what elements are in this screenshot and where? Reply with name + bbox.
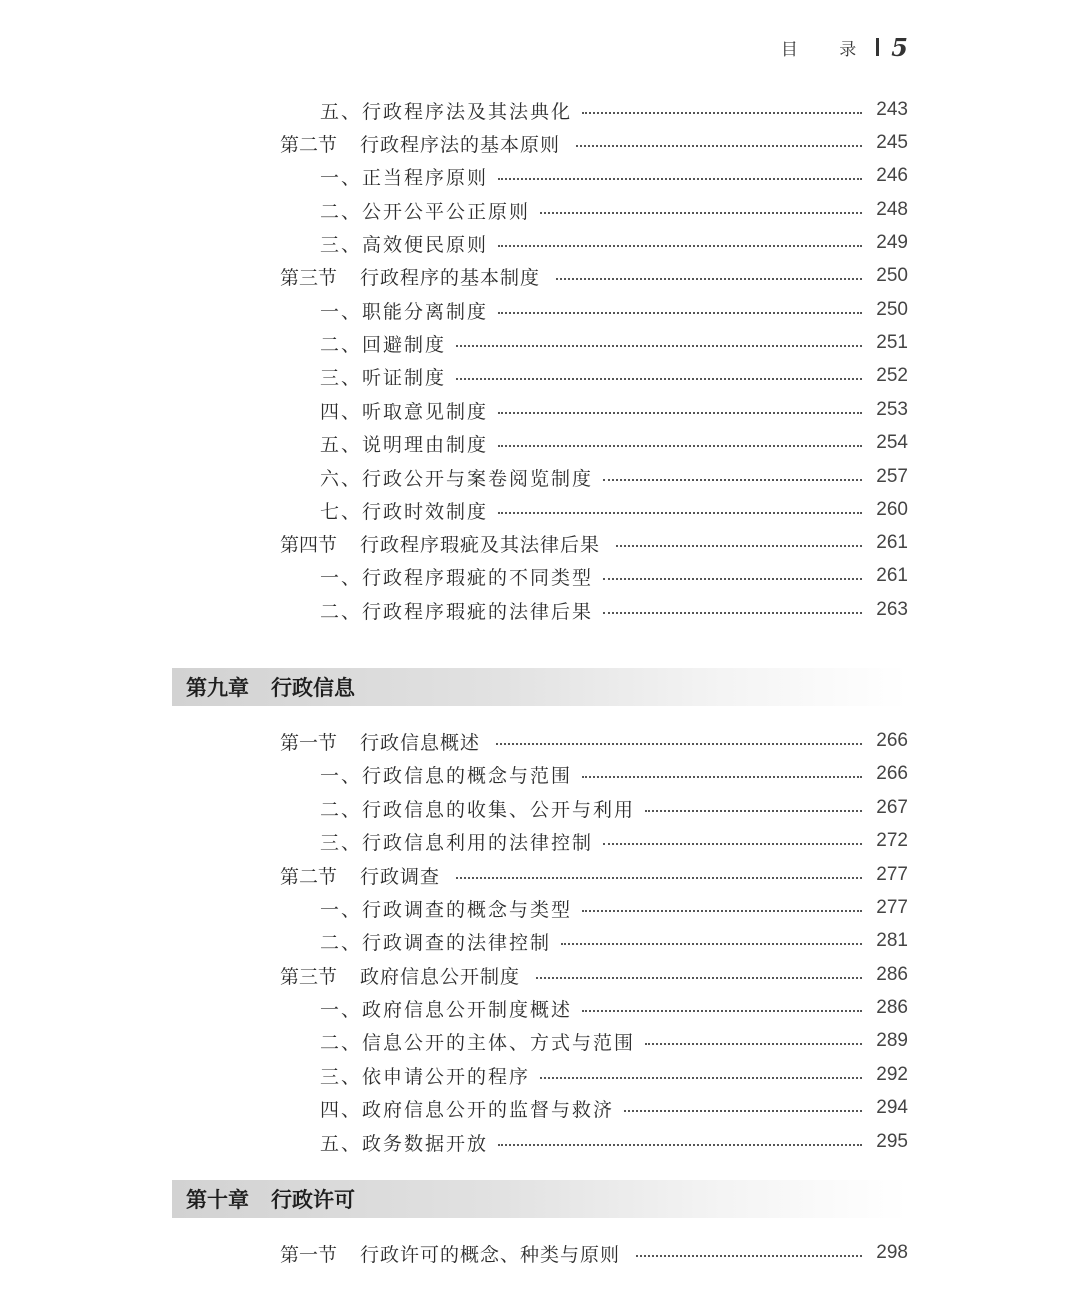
toc-page-number: 261 xyxy=(876,532,908,553)
dot-leader xyxy=(498,445,862,447)
dot-leader xyxy=(556,278,862,280)
dot-leader xyxy=(498,178,862,180)
toc-section-title: 政府信息公开制度 xyxy=(360,965,521,988)
chapter-title: 行政许可 xyxy=(271,1188,355,1212)
toc-section xyxy=(0,960,1080,990)
toc-page-number: 254 xyxy=(876,432,908,453)
toc-item xyxy=(0,1060,1080,1090)
toc-page-number: 266 xyxy=(876,763,908,784)
toc-page-number: 248 xyxy=(876,199,908,220)
toc-item xyxy=(0,228,1080,258)
toc-item-title: 二、回避制度 xyxy=(320,333,447,356)
dot-leader xyxy=(498,312,862,314)
toc-item xyxy=(0,1026,1080,1056)
toc-section-number: 第二节 xyxy=(280,133,338,156)
dot-leader xyxy=(603,843,862,845)
toc-page-number: 292 xyxy=(876,1064,908,1085)
toc-item-title: 五、行政程序法及其法典化 xyxy=(320,100,573,123)
toc-section-number: 第一节 xyxy=(280,731,338,754)
toc-item xyxy=(0,595,1080,625)
chapter-number: 第九章 xyxy=(186,676,249,700)
toc-section-title: 行政程序瑕疵及其法律后果 xyxy=(360,533,601,556)
toc-item xyxy=(0,361,1080,391)
toc-page-number: 281 xyxy=(876,930,908,951)
toc-item-title: 一、行政信息的概念与范围 xyxy=(320,764,573,787)
toc-item-title: 二、行政调查的法律控制 xyxy=(320,931,552,954)
toc-section xyxy=(0,726,1080,756)
dot-leader xyxy=(456,378,862,380)
toc-item-title: 五、政务数据开放 xyxy=(320,1132,489,1155)
toc-item-title: 六、行政公开与案卷阅览制度 xyxy=(320,467,594,490)
toc-section xyxy=(0,1238,1080,1268)
toc-item-title: 三、高效便民原则 xyxy=(320,233,489,256)
toc-page-number: 272 xyxy=(876,830,908,851)
header-divider xyxy=(876,38,879,56)
toc-page-number: 261 xyxy=(876,565,908,586)
dot-leader xyxy=(582,910,862,912)
toc-item-title: 三、听证制度 xyxy=(320,366,447,389)
toc-page-number: 257 xyxy=(876,466,908,487)
toc-item xyxy=(0,195,1080,225)
toc-page-number: 252 xyxy=(876,365,908,386)
toc-page-number: 246 xyxy=(876,165,908,186)
dot-leader xyxy=(498,412,862,414)
toc-section-number: 第一节 xyxy=(280,1243,338,1266)
toc-item xyxy=(0,893,1080,923)
toc-section-number: 第三节 xyxy=(280,266,338,289)
toc-item xyxy=(0,95,1080,125)
dot-leader xyxy=(603,612,862,614)
chapter-number: 第十章 xyxy=(186,1188,249,1212)
toc-section xyxy=(0,128,1080,158)
toc-item-title: 三、依申请公开的程序 xyxy=(320,1065,531,1088)
dot-leader xyxy=(496,743,862,745)
dot-leader xyxy=(576,145,862,147)
dot-leader xyxy=(582,1010,862,1012)
toc-page-number: 245 xyxy=(876,132,908,153)
toc-item xyxy=(0,993,1080,1023)
toc-page-number: 253 xyxy=(876,399,908,420)
dot-leader xyxy=(616,545,862,547)
toc-page-number: 277 xyxy=(876,897,908,918)
toc-page-number: 295 xyxy=(876,1131,908,1152)
toc-item-title: 四、政府信息公开的监督与救济 xyxy=(320,1098,615,1121)
dot-leader xyxy=(540,212,862,214)
toc-item-title: 三、行政信息利用的法律控制 xyxy=(320,831,594,854)
toc-item xyxy=(0,1127,1080,1157)
toc-section xyxy=(0,528,1080,558)
dot-leader xyxy=(603,578,862,580)
toc-section-title: 行政许可的概念、种类与原则 xyxy=(360,1243,621,1266)
dot-leader xyxy=(645,810,862,812)
toc-page-number: 277 xyxy=(876,864,908,885)
toc-page-number: 250 xyxy=(876,299,908,320)
toc-item xyxy=(0,395,1080,425)
toc-page-number: 298 xyxy=(876,1242,908,1263)
chapter-title: 行政信息 xyxy=(271,676,355,700)
toc-section-number: 第三节 xyxy=(280,965,338,988)
toc-page-number: 249 xyxy=(876,232,908,253)
toc-item xyxy=(0,295,1080,325)
toc-item-title: 一、正当程序原则 xyxy=(320,166,489,189)
toc-item xyxy=(0,161,1080,191)
toc-item xyxy=(0,826,1080,856)
header-label: 目 录 xyxy=(780,39,875,60)
toc-item xyxy=(0,561,1080,591)
toc-item-title: 二、行政信息的收集、公开与利用 xyxy=(320,798,636,821)
dot-leader xyxy=(498,245,862,247)
dot-leader xyxy=(498,1144,862,1146)
page-number: 5 xyxy=(891,32,908,62)
toc-item xyxy=(0,462,1080,492)
toc-item-title: 一、职能分离制度 xyxy=(320,300,489,323)
chapter-heading xyxy=(172,1180,908,1218)
toc-item-title: 二、行政程序瑕疵的法律后果 xyxy=(320,600,594,623)
toc-section-title: 行政调查 xyxy=(360,865,441,888)
dot-leader xyxy=(645,1043,862,1045)
dot-leader xyxy=(582,776,862,778)
dot-leader xyxy=(536,977,862,979)
toc-page-number: 250 xyxy=(876,265,908,286)
toc-item xyxy=(0,793,1080,823)
toc-item xyxy=(0,926,1080,956)
toc-item-title: 四、听取意见制度 xyxy=(320,400,489,423)
toc-page-number: 294 xyxy=(876,1097,908,1118)
dot-leader xyxy=(456,877,862,879)
toc-page-number: 251 xyxy=(876,332,908,353)
toc-section xyxy=(0,860,1080,890)
toc-page-number: 266 xyxy=(876,730,908,751)
toc-page-number: 286 xyxy=(876,997,908,1018)
toc-section-title: 行政程序法的基本原则 xyxy=(360,133,561,156)
dot-leader xyxy=(498,512,862,514)
toc-item xyxy=(0,428,1080,458)
toc-item-title: 二、信息公开的主体、方式与范围 xyxy=(320,1031,636,1054)
toc-item-title: 五、说明理由制度 xyxy=(320,433,489,456)
chapter-heading xyxy=(172,668,908,706)
toc-item-title: 七、行政时效制度 xyxy=(320,500,489,523)
dot-leader xyxy=(456,345,862,347)
dot-leader xyxy=(624,1110,862,1112)
toc-page-number: 267 xyxy=(876,797,908,818)
toc-item-title: 二、公开公平公正原则 xyxy=(320,200,531,223)
toc-item xyxy=(0,1093,1080,1123)
toc-page-number: 263 xyxy=(876,599,908,620)
toc-section-title: 行政程序的基本制度 xyxy=(360,266,541,289)
toc-page-number: 260 xyxy=(876,499,908,520)
toc-section-number: 第二节 xyxy=(280,865,338,888)
toc-item xyxy=(0,495,1080,525)
toc-item xyxy=(0,328,1080,358)
toc-item-title: 一、政府信息公开制度概述 xyxy=(320,998,573,1021)
toc-section xyxy=(0,261,1080,291)
toc-item-title: 一、行政程序瑕疵的不同类型 xyxy=(320,566,594,589)
toc-page-number: 243 xyxy=(876,99,908,120)
toc-page-number: 289 xyxy=(876,1030,908,1051)
toc-section-title: 行政信息概述 xyxy=(360,731,481,754)
toc-item xyxy=(0,759,1080,789)
dot-leader xyxy=(603,479,862,481)
dot-leader xyxy=(582,112,862,114)
toc-section-number: 第四节 xyxy=(280,533,338,556)
dot-leader xyxy=(540,1077,862,1079)
dot-leader xyxy=(636,1255,862,1257)
page-header xyxy=(781,30,908,64)
toc-item-title: 一、行政调查的概念与类型 xyxy=(320,898,573,921)
toc-page-number: 286 xyxy=(876,964,908,985)
dot-leader xyxy=(561,943,862,945)
